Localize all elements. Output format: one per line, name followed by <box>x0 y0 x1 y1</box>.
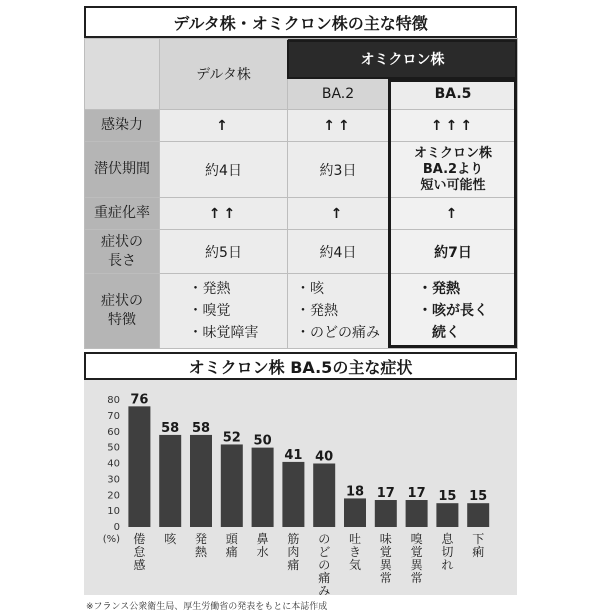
symptom-list: ・発熱 ・嗅覚 ・味覚障害 <box>188 281 259 341</box>
table-row <box>85 142 518 198</box>
y-tick-label: 20 <box>107 490 120 502</box>
bar <box>313 464 335 528</box>
data-label: 18 <box>345 484 365 500</box>
bar <box>128 406 150 527</box>
bar <box>190 435 212 527</box>
data-label: 50 <box>253 433 272 449</box>
data-label: 76 <box>130 392 149 408</box>
data-label: 15 <box>469 489 488 505</box>
y-tick-label: 0 <box>113 522 120 533</box>
row-label: 症状の 長さ <box>85 230 160 274</box>
data-label: 58 <box>161 420 180 436</box>
cell-ba5: ↑ <box>389 198 518 230</box>
col-head-ba5: BA.5 <box>389 79 518 110</box>
category-label: 息切れ <box>441 532 454 572</box>
bar <box>375 500 397 527</box>
data-label: 40 <box>315 449 334 465</box>
category-label: 吐き気 <box>348 532 362 572</box>
row-label: 症状の 特徴 <box>85 274 160 349</box>
data-label: 17 <box>376 486 395 502</box>
data-label: 52 <box>222 430 241 446</box>
cell-delta: ↑ <box>160 110 288 142</box>
category-label: 下痢 <box>472 532 485 559</box>
bar <box>436 503 458 527</box>
comparison-table <box>84 38 517 348</box>
chart-title <box>84 352 517 380</box>
table-row <box>85 198 518 230</box>
cell-delta: ↑↑ <box>160 198 288 230</box>
category-label: 鼻水 <box>256 532 269 559</box>
col-head-ba2: BA.2 <box>288 79 389 110</box>
symptom-list: ・発熱 ・咳が長く 続く <box>418 281 488 341</box>
cell-ba2: ↑ <box>288 198 389 230</box>
category-label: 味覚異常 <box>379 532 392 585</box>
bar <box>159 435 181 527</box>
data-label: 58 <box>191 420 211 436</box>
category-label: 嗅覚異常 <box>410 532 423 585</box>
header-row-group <box>85 39 518 79</box>
cell-ba2: ↑↑ <box>288 110 389 142</box>
data-label: 17 <box>407 486 426 502</box>
table-title <box>84 6 517 38</box>
category-label: 頭痛 <box>225 532 238 559</box>
bar <box>252 448 274 527</box>
source-note: ※フランス公衆衛生局、厚生労働省の発表をもとに本誌作成 <box>86 602 328 612</box>
row-label: 重症化率 <box>85 198 160 230</box>
data-label: 15 <box>438 489 457 505</box>
cell-delta: 約5日 <box>160 230 288 274</box>
category-label: 筋肉痛 <box>287 532 300 572</box>
cell-ba2: 約4日 <box>288 230 389 274</box>
bar <box>221 444 243 527</box>
cell-ba2 <box>288 274 389 349</box>
cell-ba5: 約7日 <box>389 230 518 274</box>
y-tick-label: 40 <box>107 458 120 470</box>
category-label: 咳 <box>164 532 177 546</box>
table-title-text: デルタ株・オミクロン株の主な特徴 <box>173 13 428 33</box>
y-axis-unit: (%) <box>102 534 120 545</box>
cell-ba5: オミクロン株 BA.2より 短い可能性 <box>389 142 518 198</box>
y-tick-label: 60 <box>107 426 120 438</box>
cell-ba2: 約3日 <box>288 142 389 198</box>
category-label: 発熱 <box>194 532 208 559</box>
y-tick-label: 70 <box>107 410 120 422</box>
chart-canvas <box>84 380 517 595</box>
comparison-grid <box>84 38 518 349</box>
bar <box>406 500 428 527</box>
bar <box>282 462 304 527</box>
y-tick-label: 80 <box>107 395 120 406</box>
table-row <box>85 110 518 142</box>
cell-delta <box>160 274 288 349</box>
data-label: 41 <box>284 447 303 463</box>
corner-cell <box>85 39 160 110</box>
cell-delta: 約4日 <box>160 142 288 198</box>
y-tick-label: 30 <box>107 474 120 486</box>
cell-ba5 <box>389 274 518 349</box>
category-label: のどの痛み <box>318 532 331 595</box>
chart-title-text: オミクロン株 BA.5の主な症状 <box>188 357 413 377</box>
row-label: 感染力 <box>85 110 160 142</box>
col-head-delta: デルタ株 <box>160 39 288 110</box>
bar-chart <box>84 380 517 595</box>
table-row <box>85 274 518 349</box>
symptom-list: ・咳 ・発熱 ・のどの痛み <box>296 281 380 341</box>
col-group-omicron: オミクロン株 <box>288 39 518 79</box>
y-tick-label: 10 <box>107 506 120 518</box>
cell-ba5: ↑↑↑ <box>389 110 518 142</box>
row-label: 潜伏期間 <box>85 142 160 198</box>
table-row <box>85 230 518 274</box>
category-label: 倦怠感 <box>133 532 146 572</box>
y-tick-label: 50 <box>107 442 120 454</box>
bar <box>344 498 366 527</box>
bar <box>467 503 489 527</box>
